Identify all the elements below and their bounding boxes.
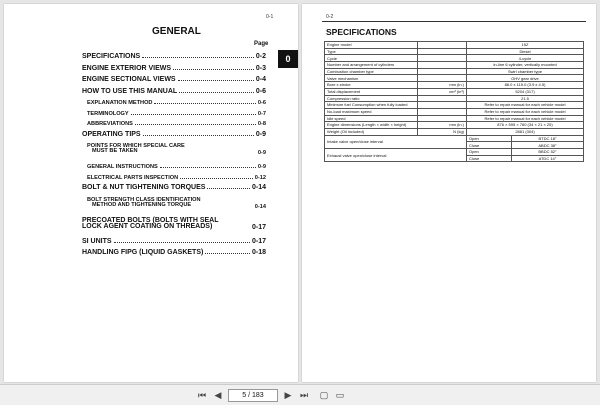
toc-entry-label: ELECTRICAL PARTS INSPECTION: [87, 174, 179, 181]
spec-label: Total displacement: [325, 88, 418, 95]
spec-unit: [418, 48, 467, 55]
spec-value: 876 × 595 × 760 (34 × 21 × 25): [467, 122, 584, 129]
valve-value: BTDC 18°: [512, 135, 584, 142]
spec-unit: N (kg): [418, 128, 467, 135]
first-page-icon[interactable]: ⏮: [197, 390, 207, 400]
spec-row: [325, 102, 584, 109]
spec-value: Refer to repair manual for each vehicle model: [467, 115, 584, 122]
toc-entry-label-cont: METHOD AND TIGHTENING TORQUE: [92, 201, 192, 208]
spec-value: In-line 6 cylinder, vertically mounted: [467, 62, 584, 69]
right-page-title: SPECIFICATIONS: [326, 27, 397, 37]
spec-unit: [418, 55, 467, 62]
toc-entry-label: BOLT STRENGTH CLASS IDENTIFICATION: [87, 196, 201, 203]
spec-table: [324, 41, 584, 162]
toc-leader-dots: [160, 167, 256, 168]
toc-entry-page: 0-12: [254, 174, 266, 181]
spec-row: [325, 82, 584, 89]
spec-label: Number and arrangement of cylinders: [325, 62, 418, 69]
spec-row: [325, 68, 584, 75]
spec-label: Valve mechanism: [325, 75, 418, 82]
toc-entry-label: ABBREVIATIONS: [87, 121, 133, 127]
toc-entry-label: POINTS FOR WHICH SPECIAL CARE: [87, 143, 185, 149]
section-tab: 0: [278, 50, 298, 68]
valve-row: [325, 135, 584, 142]
last-page-icon[interactable]: ⏭: [299, 390, 309, 400]
spec-unit: [418, 42, 467, 49]
toc-entry-label: PRECOATED BOLTS (BOLTS WITH SEAL: [82, 216, 219, 224]
toc-entry-label: EXPLANATION METHOD: [87, 100, 153, 106]
spec-label: Engine model: [325, 42, 418, 49]
toc-entry-page: 0-3: [255, 64, 266, 72]
toc-leader-dots: [205, 253, 250, 254]
toc-entry[interactable]: [82, 96, 266, 106]
toc-leader-dots: [142, 57, 254, 58]
spec-value: OHV gear drive: [467, 75, 584, 82]
spec-row: [325, 42, 584, 49]
toc-entry-page: 0-17: [251, 223, 266, 231]
toc-leader-dots: [207, 188, 250, 189]
spec-row: [325, 115, 584, 122]
spec-row: [325, 95, 584, 102]
spec-unit: mm (in.): [418, 82, 467, 89]
toc-entry-page-row: [82, 146, 266, 156]
toc-leader-dots: [143, 135, 254, 136]
fit-width-icon[interactable]: ▭: [335, 390, 345, 400]
spec-value: 88.0 x 115.0 (3.9 x 4.5): [467, 82, 584, 89]
spec-unit: [418, 115, 467, 122]
header-rule: [322, 21, 586, 22]
toc-leader-dots: [154, 103, 255, 104]
toc-entry-label: ENGINE EXTERIOR VIEWS: [82, 64, 172, 72]
toc-entry[interactable]: [82, 235, 266, 245]
spec-row: [325, 62, 584, 69]
toc-entry-label: SI UNITS: [82, 237, 112, 245]
toc-entry-label: SPECIFICATIONS: [82, 53, 141, 60]
spec-label: Type: [325, 48, 418, 55]
spec-unit: cm³ (in³): [418, 88, 467, 95]
toc-entry-page: 0-14: [254, 203, 266, 210]
page-column-header: Page: [254, 41, 269, 47]
spec-row: [325, 75, 584, 82]
toc-entry[interactable]: [82, 171, 266, 181]
toc-entry[interactable]: [82, 128, 266, 138]
valve-value: ABDC 38°: [512, 142, 584, 149]
left-page-number: 0-1: [266, 14, 274, 20]
toc-entry-page: 0-8: [257, 121, 266, 127]
spec-unit: [418, 108, 467, 115]
toc-entry-label: TERMINOLOGY: [87, 110, 129, 117]
spec-label: Bore x stroke: [325, 82, 418, 89]
spec-row: [325, 55, 584, 62]
spec-value: Refer to repair manual for each vehicle model: [467, 102, 584, 109]
spec-unit: [418, 102, 467, 109]
toc-entry-page: 0-2: [255, 53, 266, 60]
toc-leader-dots: [114, 242, 250, 243]
toc-entry-page: 0-6: [257, 100, 266, 106]
spec-row: [325, 122, 584, 129]
toc-entry-label: BOLT & NUT TIGHTENING TORQUES: [82, 184, 206, 191]
toc-entry-label: HOW TO USE THIS MANUAL: [82, 87, 178, 95]
fit-page-icon[interactable]: ▢: [319, 390, 329, 400]
valve-state: Open: [467, 135, 512, 142]
spec-value: 2881 (304): [467, 128, 584, 135]
toc-entry-page: 0-4: [255, 76, 266, 83]
spec-label: Engine dimensions (Length × width × height): [325, 122, 418, 129]
toc-entry-label: ENGINE SECTIONAL VIEWS: [82, 76, 176, 83]
valve-value: BBDC 52°: [512, 149, 584, 156]
spec-label: Cycle: [325, 55, 418, 62]
toc-entry[interactable]: [82, 246, 266, 256]
spec-unit: [418, 95, 467, 102]
viewer-toolbar: [0, 384, 600, 405]
left-page-title: GENERAL: [152, 26, 201, 37]
next-page-icon[interactable]: ▶: [284, 390, 292, 400]
toc-leader-dots: [131, 114, 256, 115]
toc-entry-page: 0-9: [255, 130, 266, 138]
right-page-number: 0-2: [326, 14, 334, 20]
valve-label: Exhaust valve open/close interval: [325, 149, 467, 162]
spec-unit: [418, 68, 467, 75]
toc-entry-label: HANDLING FIPG (LIQUID GASKETS): [82, 249, 204, 256]
valve-label: Intake valve open/close interval: [325, 135, 467, 148]
spec-label: Combustion chamber type: [325, 68, 418, 75]
spec-row: [325, 48, 584, 55]
toc-entry[interactable]: [82, 50, 266, 60]
toc-entry[interactable]: [82, 107, 266, 117]
toc-entry-page: 0-17: [251, 237, 266, 245]
toc-entry-page-row: [82, 200, 266, 210]
spec-unit: [418, 75, 467, 82]
toc-leader-dots: [173, 69, 254, 70]
toc-entry[interactable]: [82, 160, 266, 170]
toc-leader-dots: [179, 92, 254, 93]
toc-entry[interactable]: [82, 181, 266, 191]
toc-entry[interactable]: [82, 62, 266, 72]
spec-label: Idle speed: [325, 115, 418, 122]
toc-entry-page: 0-9: [257, 150, 266, 156]
spec-label: No-load maximum speed: [325, 108, 418, 115]
toc-entry-label: OPERATING TIPS: [82, 130, 141, 138]
spec-label: Weight (Oil included): [325, 128, 418, 135]
toc-entry-page: 0-6: [255, 87, 266, 95]
toc-entry[interactable]: [82, 85, 266, 95]
toc-leader-dots: [180, 178, 253, 179]
spec-value: Swirl chamber type: [467, 68, 584, 75]
toc-entry-page: 0-18: [251, 249, 266, 256]
toc-entry-page: 0-14: [251, 184, 266, 191]
spec-value: 5204 (317): [467, 88, 584, 95]
valve-state: Close: [467, 155, 512, 162]
valve-state: Close: [467, 142, 512, 149]
spec-value: 15Z: [467, 42, 584, 49]
spec-unit: mm (in.): [418, 122, 467, 129]
toc-entry-page-row: [82, 221, 266, 231]
valve-state: Open: [467, 149, 512, 156]
toc-entry-label: GENERAL INSTRUCTIONS: [87, 164, 158, 170]
toc-entry-page: 0-7: [257, 110, 266, 117]
page-indicator[interactable]: 5 / 183: [228, 389, 278, 402]
toc-entry-page: 0-9: [257, 164, 266, 170]
toc-entry-label-cont: LOCK AGENT COATING ON THREADS): [82, 222, 213, 230]
spec-row: [325, 108, 584, 115]
spec-label: Minimum fuel Consumption when fully loaded: [325, 102, 418, 109]
toc-entry[interactable]: [82, 117, 266, 127]
prev-page-icon[interactable]: ◀: [214, 390, 222, 400]
toc-leader-dots: [178, 80, 254, 81]
spec-unit: [418, 62, 467, 69]
valve-row: [325, 149, 584, 156]
spec-row: [325, 88, 584, 95]
spec-value: 21.5: [467, 95, 584, 102]
toc-entry-label-cont: MUST BE TAKEN: [92, 148, 138, 154]
toc-entry[interactable]: [82, 73, 266, 83]
spec-value: Refer to repair manual for each vehicle model: [467, 108, 584, 115]
valve-value: ATDC 14°: [512, 155, 584, 162]
spec-row: [325, 128, 584, 135]
spec-label: Compression ratio: [325, 95, 418, 102]
spec-value: 4-cycle: [467, 55, 584, 62]
toc-leader-dots: [135, 124, 256, 125]
spec-value: Diesel: [467, 48, 584, 55]
